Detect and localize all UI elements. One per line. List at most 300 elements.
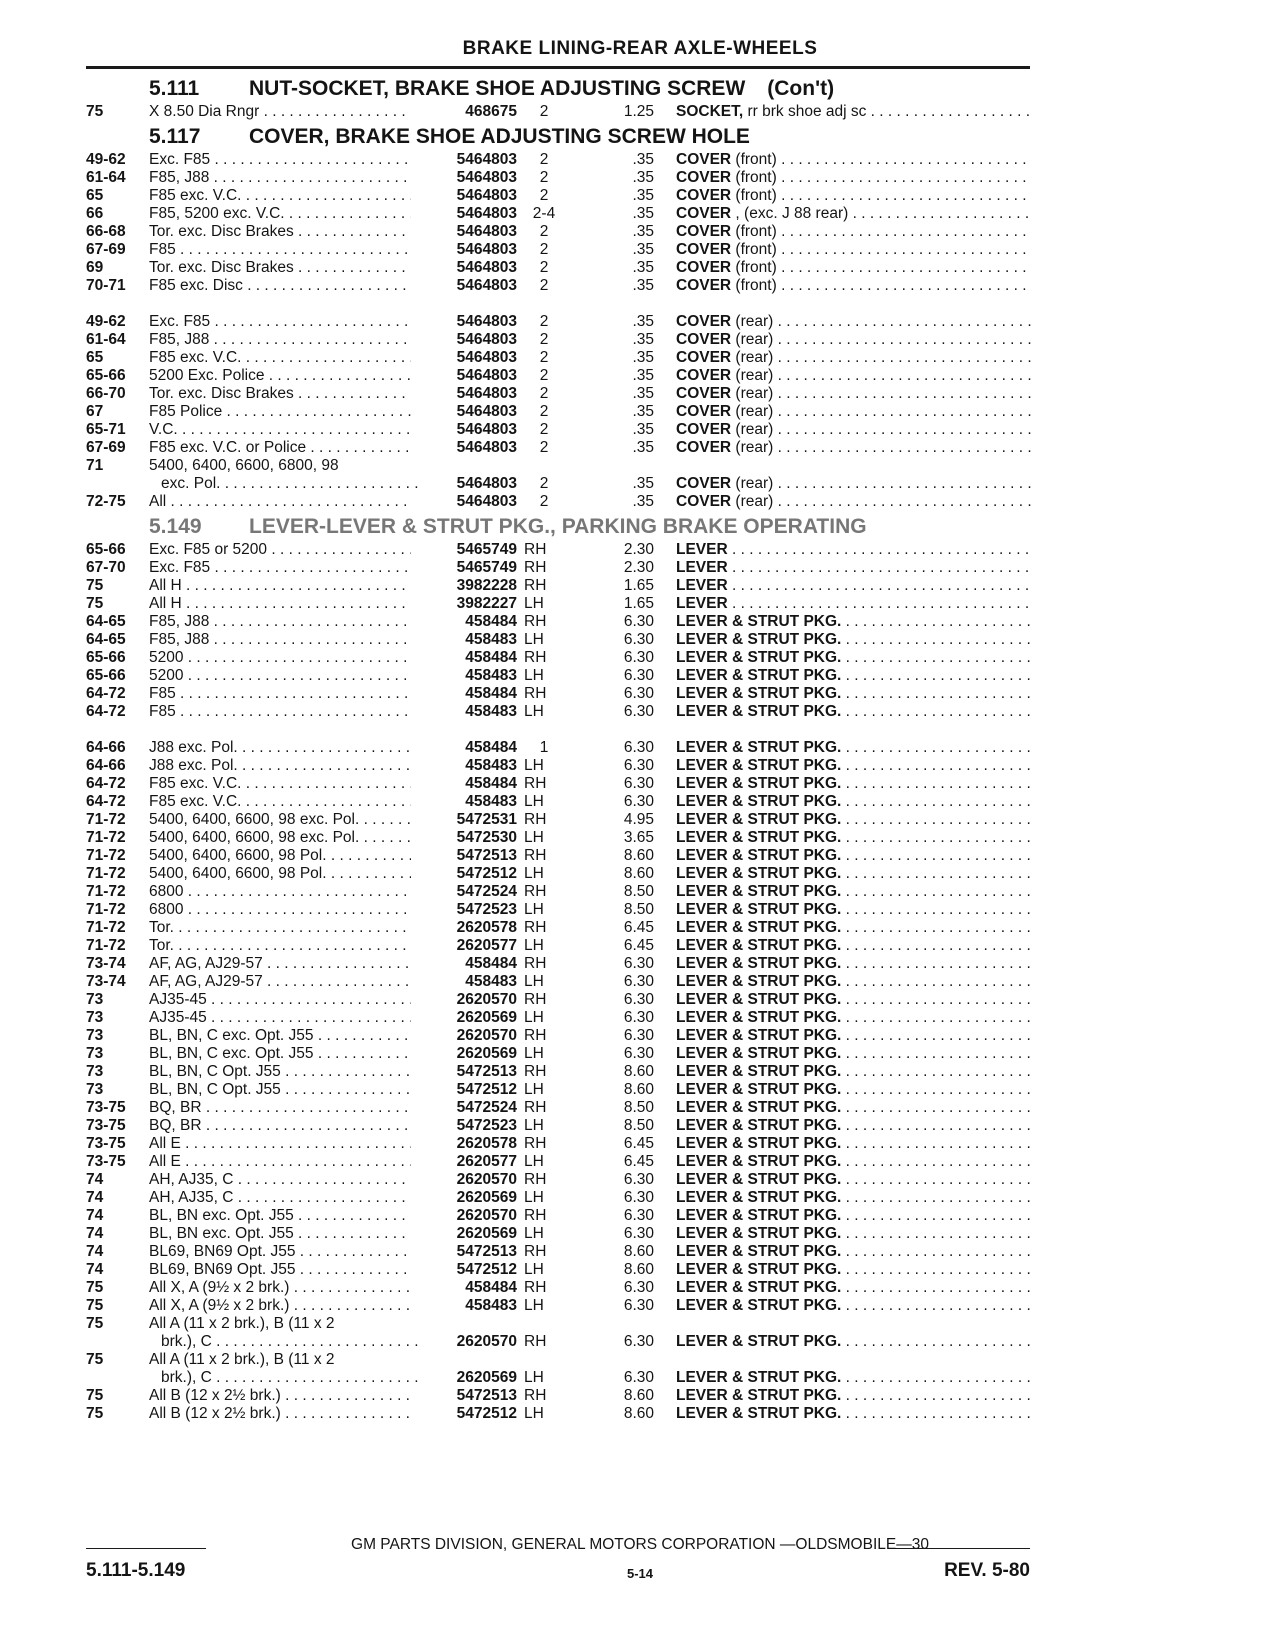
price-cell: 2.30: [623, 559, 654, 576]
part-number-cell: 5464803: [456, 367, 517, 384]
model-cell: All E . . .: [149, 1134, 411, 1153]
description-cell: [676, 150, 1032, 169]
description-cell: [676, 576, 1032, 595]
price-cell: .35: [632, 331, 654, 348]
page-title: BRAKE LINING-REAR AXLE-WHEELS: [462, 38, 818, 59]
year-cell: 67: [86, 403, 104, 420]
model-cell: V.C. . . .: [149, 420, 411, 439]
description-cell: [676, 276, 1032, 295]
table-row: [0, 990, 1280, 1009]
section-number: 5.111: [149, 77, 200, 100]
price-cell: .35: [632, 313, 654, 330]
description-cell: [676, 1116, 1032, 1135]
table-row: [0, 402, 1280, 421]
quantity-cell: LH: [524, 865, 544, 882]
price-cell: 8.60: [623, 1063, 654, 1080]
table-row: [0, 1062, 1280, 1081]
description-name: LEVER & STRUT PKG.: [676, 1027, 842, 1044]
model-cell: BQ, BR . . .: [149, 1098, 411, 1117]
description-name: COVER: [676, 313, 732, 330]
year-cell: 64-66: [86, 739, 126, 756]
table-row: [0, 756, 1280, 775]
model-cell: BL, BN, C exc. Opt. J55 . . .: [149, 1026, 411, 1045]
model-cell: F85 . . .: [149, 684, 411, 703]
description-cell: [676, 1368, 1032, 1387]
description-cell: [676, 222, 1032, 241]
year-cell: 73-75: [86, 1153, 126, 1170]
quantity-cell: 2-4: [532, 205, 556, 222]
description-name: LEVER & STRUT PKG.: [676, 757, 842, 774]
description-cell: [676, 918, 1032, 937]
year-cell: 74: [86, 1261, 104, 1278]
quantity-cell: RH: [524, 577, 547, 594]
description-name: LEVER & STRUT PKG.: [676, 1225, 842, 1242]
part-number-cell: 5464803: [456, 385, 517, 402]
quantity-cell: RH: [524, 613, 547, 630]
description-cell: [676, 492, 1032, 511]
table-row: [0, 1008, 1280, 1027]
description-cell: [676, 684, 1032, 703]
description-name: LEVER & STRUT PKG.: [676, 1243, 842, 1260]
quantity-cell: 2: [539, 259, 549, 276]
model-cell: Exc. F85 . . .: [149, 150, 411, 169]
description-cell: [676, 258, 1032, 277]
model-cell: J88 exc. Pol. . . .: [149, 756, 411, 775]
table-row: [0, 1386, 1280, 1405]
table-row: [0, 1296, 1280, 1315]
year-cell: 74: [86, 1243, 104, 1260]
part-number-cell: 5472524: [456, 883, 517, 900]
part-number-cell: 458484: [465, 955, 517, 972]
year-cell: 71-72: [86, 847, 126, 864]
section-number: 5.117: [149, 125, 201, 148]
description-name: LEVER & STRUT PKG.: [676, 649, 842, 666]
part-number-cell: 2620569: [456, 1189, 517, 1206]
price-cell: .35: [632, 277, 654, 294]
part-number-cell: 2620570: [456, 1207, 517, 1224]
model-cell: All . . .: [149, 492, 411, 511]
price-cell: 6.30: [623, 703, 654, 720]
year-cell: 74: [86, 1207, 104, 1224]
description-name: COVER: [676, 349, 732, 366]
part-number-cell: 458483: [465, 757, 517, 774]
description-name: LEVER & STRUT PKG.: [676, 1081, 842, 1098]
section-heading: [149, 76, 834, 102]
year-cell: 75: [86, 577, 104, 594]
model-cell: Exc. F85 . . .: [149, 558, 411, 577]
description-name: LEVER & STRUT PKG.: [676, 1099, 842, 1116]
price-cell: 1.25: [623, 103, 654, 120]
table-row: [0, 492, 1280, 511]
description-cell: [676, 1008, 1032, 1027]
model-cell: Tor. exc. Disc Brakes . . .: [149, 258, 411, 277]
quantity-cell: LH: [524, 1369, 544, 1386]
price-cell: 8.60: [623, 1261, 654, 1278]
description-cell: [676, 864, 1032, 883]
model-cell: 5400, 6400, 6600, 98 Pol. . . .: [149, 864, 411, 883]
description-cell: [676, 558, 1032, 577]
description-cell: [676, 1080, 1032, 1099]
model-cell: 5400, 6400, 6600, 98 exc. Pol. . . .: [149, 810, 411, 829]
part-number-cell: 5465749: [456, 559, 517, 576]
description-name: LEVER & STRUT PKG.: [676, 703, 842, 720]
description-cell: [676, 1332, 1032, 1351]
part-number-cell: 5464803: [456, 241, 517, 258]
table-row: [0, 348, 1280, 367]
part-number-cell: 5472523: [456, 901, 517, 918]
part-number-cell: 3982227: [456, 595, 517, 612]
quantity-cell: RH: [524, 775, 547, 792]
table-row: [0, 474, 1280, 493]
description-cell: [676, 540, 1032, 559]
quantity-cell: LH: [524, 1405, 544, 1422]
part-number-cell: 5464803: [456, 187, 517, 204]
description-name: LEVER & STRUT PKG.: [676, 685, 842, 702]
table-row: [0, 1188, 1280, 1207]
table-row: [0, 222, 1280, 241]
part-number-cell: 458483: [465, 631, 517, 648]
price-cell: 8.60: [623, 1387, 654, 1404]
model-cell: brk.), C . . .: [149, 1368, 423, 1387]
table-row: [0, 438, 1280, 457]
price-cell: .35: [632, 367, 654, 384]
table-row: [0, 882, 1280, 901]
model-cell: BL, BN exc. Opt. J55 . . .: [149, 1224, 411, 1243]
table-row: [0, 1152, 1280, 1171]
quantity-cell: LH: [524, 1225, 544, 1242]
table-row: [0, 1026, 1280, 1045]
quantity-cell: 2: [539, 475, 549, 492]
footer-section-range: 5.111-5.149: [86, 1560, 186, 1581]
price-cell: 8.60: [623, 865, 654, 882]
table-row: [0, 846, 1280, 865]
year-cell: 70-71: [86, 277, 126, 294]
model-cell: BL, BN, C exc. Opt. J55 . . .: [149, 1044, 411, 1063]
year-cell: 65-66: [86, 649, 126, 666]
price-cell: .35: [632, 241, 654, 258]
part-number-cell: 5464803: [456, 313, 517, 330]
description-name: COVER: [676, 187, 732, 204]
price-cell: .35: [632, 439, 654, 456]
model-cell: Tor. exc. Disc Brakes . . .: [149, 384, 411, 403]
table-row: [0, 1314, 1280, 1333]
quantity-cell: LH: [524, 631, 544, 648]
quantity-cell: 2: [539, 367, 549, 384]
description-name: LEVER & STRUT PKG.: [676, 1405, 842, 1422]
description-detail: (front): [731, 241, 777, 258]
model-cell: All A (11 x 2 brk.), B (11 x 2: [149, 1315, 335, 1332]
description-name: LEVER & STRUT PKG.: [676, 883, 842, 900]
description-cell: [676, 420, 1032, 439]
model-cell: 5400, 6400, 6600, 6800, 98: [149, 457, 339, 474]
description-name: COVER: [676, 223, 732, 240]
price-cell: .35: [632, 493, 654, 510]
part-number-cell: 458484: [465, 685, 517, 702]
quantity-cell: RH: [524, 811, 547, 828]
price-cell: .35: [632, 151, 654, 168]
description-detail: (rear): [731, 349, 774, 366]
description-cell: [676, 936, 1032, 955]
price-cell: .35: [632, 349, 654, 366]
quantity-cell: RH: [524, 541, 547, 558]
part-number-cell: 5464803: [456, 403, 517, 420]
part-number-cell: 458483: [465, 667, 517, 684]
year-cell: 61-64: [86, 331, 126, 348]
description-cell: [676, 1296, 1032, 1315]
quantity-cell: LH: [524, 901, 544, 918]
description-name: LEVER: [676, 595, 728, 612]
price-cell: 1.65: [623, 595, 654, 612]
description-name: LEVER & STRUT PKG.: [676, 1297, 842, 1314]
year-cell: 73: [86, 1081, 104, 1098]
description-cell: [676, 666, 1032, 685]
section-suffix: (Con't): [767, 77, 835, 100]
description-name: COVER: [676, 367, 732, 384]
description-name: LEVER: [676, 541, 728, 558]
year-cell: 71-72: [86, 901, 126, 918]
quantity-cell: LH: [524, 1297, 544, 1314]
year-cell: 73-75: [86, 1099, 126, 1116]
model-cell: 5200 . . .: [149, 648, 411, 667]
part-number-cell: 2620570: [456, 1333, 517, 1350]
part-number-cell: 5464803: [456, 475, 517, 492]
description-name: LEVER & STRUT PKG.: [676, 811, 842, 828]
year-cell: 65-71: [86, 421, 126, 438]
table-row: [0, 456, 1280, 475]
description-cell: [676, 1206, 1032, 1225]
price-cell: 3.65: [623, 829, 654, 846]
model-cell: BL, BN exc. Opt. J55 . . .: [149, 1206, 411, 1225]
part-number-cell: 458483: [465, 703, 517, 720]
quantity-cell: LH: [524, 1189, 544, 1206]
year-cell: 74: [86, 1225, 104, 1242]
quantity-cell: 2: [539, 403, 549, 420]
part-number-cell: 2620578: [456, 919, 517, 936]
price-cell: 6.30: [623, 739, 654, 756]
price-cell: 6.30: [623, 1171, 654, 1188]
description-cell: [676, 102, 1032, 121]
price-cell: .35: [632, 187, 654, 204]
description-name: COVER: [676, 277, 732, 294]
table-row: [0, 258, 1280, 277]
description-cell: [676, 330, 1032, 349]
model-cell: Exc. F85 . . .: [149, 312, 411, 331]
price-cell: 6.30: [623, 1333, 654, 1350]
part-number-cell: 5472513: [456, 1063, 517, 1080]
quantity-cell: RH: [524, 991, 547, 1008]
quantity-cell: LH: [524, 667, 544, 684]
price-cell: .35: [632, 169, 654, 186]
quantity-cell: 2: [539, 331, 549, 348]
table-row: [0, 1080, 1280, 1099]
table-row: [0, 972, 1280, 991]
part-number-cell: 5464803: [456, 259, 517, 276]
model-cell: All X, A (9½ x 2 brk.) . . .: [149, 1278, 411, 1297]
footer-revision: REV. 5-80: [944, 1560, 1030, 1581]
quantity-cell: 2: [539, 103, 549, 120]
description-name: COVER: [676, 421, 732, 438]
price-cell: 1.65: [623, 577, 654, 594]
quantity-cell: 2: [539, 187, 549, 204]
description-detail: (rear): [731, 421, 774, 438]
table-row: [0, 1278, 1280, 1297]
price-cell: 6.30: [623, 631, 654, 648]
model-cell: BL69, BN69 Opt. J55 . . .: [149, 1242, 411, 1261]
year-cell: 64-66: [86, 757, 126, 774]
model-cell: F85, J88 . . .: [149, 630, 411, 649]
model-cell: AF, AG, AJ29-57 . . .: [149, 954, 411, 973]
description-cell: [676, 1134, 1032, 1153]
year-cell: 73: [86, 1009, 104, 1026]
description-name: COVER: [676, 169, 732, 186]
year-cell: 73: [86, 1063, 104, 1080]
part-number-cell: 2620570: [456, 991, 517, 1008]
year-cell: 64-72: [86, 685, 126, 702]
description-name: LEVER: [676, 559, 728, 576]
model-cell: exc. Pol. . . .: [149, 474, 423, 493]
description-cell: [676, 828, 1032, 847]
description-name: LEVER & STRUT PKG.: [676, 1279, 842, 1296]
price-cell: 6.30: [623, 757, 654, 774]
table-row: [0, 330, 1280, 349]
quantity-cell: 2: [539, 313, 549, 330]
table-row: [0, 1116, 1280, 1135]
model-cell: AF, AG, AJ29-57 . . .: [149, 972, 411, 991]
year-cell: 71-72: [86, 865, 126, 882]
description-detail: (rear): [731, 403, 774, 420]
description-detail: (front): [731, 187, 777, 204]
description-cell: [676, 792, 1032, 811]
description-name: COVER: [676, 331, 732, 348]
description-cell: [676, 756, 1032, 775]
table-row: [0, 558, 1280, 577]
model-cell: F85, 5200 exc. V.C. . . .: [149, 204, 411, 223]
price-cell: 6.30: [623, 667, 654, 684]
table-row: [0, 954, 1280, 973]
description-cell: [676, 702, 1032, 721]
description-name: LEVER & STRUT PKG.: [676, 667, 842, 684]
part-number-cell: 5464803: [456, 493, 517, 510]
description-cell: [676, 612, 1032, 631]
section-number: 5.149: [149, 515, 202, 538]
part-number-cell: 2620569: [456, 1009, 517, 1026]
quantity-cell: RH: [524, 1387, 547, 1404]
description-detail: , (exc. J 88 rear): [731, 205, 849, 222]
quantity-cell: RH: [524, 883, 547, 900]
price-cell: 8.60: [623, 847, 654, 864]
part-number-cell: 5464803: [456, 439, 517, 456]
table-row: [0, 1260, 1280, 1279]
footer-division: GM PARTS DIVISION, GENERAL MOTORS CORPORATION —OLDSMOBILE—30: [351, 1536, 929, 1553]
table-row: [0, 900, 1280, 919]
year-cell: 49-62: [86, 151, 126, 168]
table-row: [0, 366, 1280, 385]
part-number-cell: 2620569: [456, 1225, 517, 1242]
table-row: [0, 540, 1280, 559]
part-number-cell: 458484: [465, 739, 517, 756]
part-number-cell: 2620570: [456, 1027, 517, 1044]
quantity-cell: RH: [524, 1135, 547, 1152]
model-cell: J88 exc. Pol. . . .: [149, 738, 411, 757]
description-detail: (front): [731, 259, 777, 276]
part-number-cell: 5472531: [456, 811, 517, 828]
quantity-cell: 2: [539, 277, 549, 294]
footer-page-number: 5-14: [626, 1566, 654, 1581]
year-cell: 69: [86, 259, 104, 276]
year-cell: 67-70: [86, 559, 126, 576]
section-heading: [149, 124, 750, 150]
model-cell: All X, A (9½ x 2 brk.) . . .: [149, 1296, 411, 1315]
price-cell: 6.45: [623, 919, 654, 936]
part-number-cell: 458483: [465, 793, 517, 810]
year-cell: 73: [86, 1045, 104, 1062]
quantity-cell: 2: [539, 241, 549, 258]
quantity-cell: 1: [539, 739, 549, 756]
quantity-cell: RH: [524, 1243, 547, 1260]
model-cell: All H . . .: [149, 576, 411, 595]
year-cell: 64-72: [86, 775, 126, 792]
year-cell: 74: [86, 1189, 104, 1206]
table-row: [0, 1404, 1280, 1423]
description-cell: [676, 1404, 1032, 1423]
model-cell: BQ, BR . . .: [149, 1116, 411, 1135]
year-cell: 73-75: [86, 1117, 126, 1134]
quantity-cell: RH: [524, 919, 547, 936]
price-cell: 6.30: [623, 1045, 654, 1062]
part-number-cell: 2620570: [456, 1171, 517, 1188]
description-cell: [676, 1152, 1032, 1171]
section-heading: [149, 514, 867, 540]
quantity-cell: 2: [539, 151, 549, 168]
table-row: [0, 276, 1280, 295]
part-number-cell: 458484: [465, 775, 517, 792]
price-cell: 4.95: [623, 811, 654, 828]
model-cell: BL69, BN69 Opt. J55 . . .: [149, 1260, 411, 1279]
year-cell: 49-62: [86, 313, 126, 330]
model-cell: F85 exc. V.C. . . .: [149, 186, 411, 205]
description-cell: [676, 204, 1032, 223]
description-name: LEVER & STRUT PKG.: [676, 613, 842, 630]
description-name: LEVER & STRUT PKG.: [676, 955, 842, 972]
part-number-cell: 2620577: [456, 1153, 517, 1170]
model-cell: F85, J88 . . .: [149, 330, 411, 349]
section-title: COVER, BRAKE SHOE ADJUSTING SCREW HOLE: [249, 125, 750, 148]
model-cell: BL, BN, C Opt. J55 . . .: [149, 1080, 411, 1099]
description-name: LEVER & STRUT PKG.: [676, 1153, 842, 1170]
year-cell: 64-72: [86, 703, 126, 720]
model-cell: 5400, 6400, 6600, 98 Pol. . . .: [149, 846, 411, 865]
quantity-cell: LH: [524, 703, 544, 720]
description-detail: (rear): [731, 385, 774, 402]
description-cell: [676, 1224, 1032, 1243]
part-number-cell: 5464803: [456, 331, 517, 348]
table-row: [0, 168, 1280, 187]
year-cell: 73-75: [86, 1135, 126, 1152]
price-cell: 8.60: [623, 1243, 654, 1260]
quantity-cell: LH: [524, 793, 544, 810]
year-cell: 71-72: [86, 919, 126, 936]
table-row: [0, 1368, 1280, 1387]
description-cell: [676, 774, 1032, 793]
description-cell: [676, 594, 1032, 613]
description-name: LEVER & STRUT PKG.: [676, 793, 842, 810]
description-cell: [676, 954, 1032, 973]
year-cell: 75: [86, 1387, 104, 1404]
model-cell: brk.), C . . .: [149, 1332, 423, 1351]
year-cell: 65-66: [86, 541, 126, 558]
year-cell: 65-66: [86, 367, 126, 384]
table-row: [0, 684, 1280, 703]
